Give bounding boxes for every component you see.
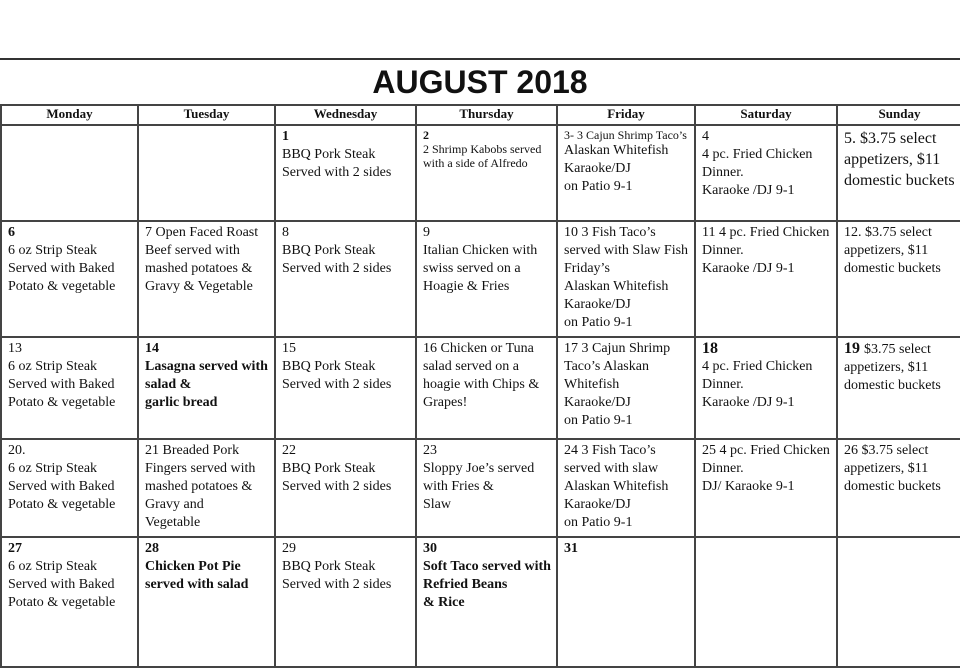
day-cell	[1, 439, 138, 537]
day-text: Vegetable	[145, 515, 201, 530]
day-cell	[1, 221, 138, 337]
day-text: 6 oz Strip Steak	[8, 359, 98, 374]
day-cell	[275, 125, 416, 221]
day-number: 8	[282, 225, 289, 240]
day-cell	[138, 221, 275, 337]
day-cell	[1, 125, 138, 221]
day-text: Karaoke/DJ	[564, 297, 631, 312]
day-cell	[416, 125, 557, 221]
day-cell	[557, 537, 695, 667]
day-cell	[416, 337, 557, 439]
day-text: 6 oz Strip Steak	[8, 559, 98, 574]
day-cell	[837, 537, 960, 667]
day-text: garlic bread	[145, 395, 218, 410]
day-number: 25 4 pc. Fried Chicken Dinner.	[702, 443, 830, 476]
weekday-monday: Monday	[1, 105, 138, 125]
day-text: BBQ Pork Steak	[282, 559, 376, 574]
day-number: 5. $3.75 select appetizers, $11 domestic buckets	[844, 130, 955, 189]
day-text: Karaoke/DJ	[564, 161, 631, 176]
day-text: Potato & vegetable	[8, 395, 116, 410]
day-text: $3.75 select appetizers, $11 domestic buckets	[844, 342, 941, 393]
day-cell	[837, 439, 960, 537]
day-text: Served with Baked	[8, 377, 115, 392]
day-text: Karaoke /DJ 9-1	[702, 261, 795, 276]
day-text: Served with 2 sides	[282, 479, 392, 494]
day-text: Served with 2 sides	[282, 261, 392, 276]
day-number: 12. $3.75 select appetizers, $11 domestic buckets	[844, 225, 941, 276]
day-text: on Patio 9-1	[564, 315, 633, 330]
day-text: Karaoke /DJ 9-1	[702, 183, 795, 198]
day-number: 16 Chicken or Tuna salad served on a hoagie with Chips & Grapes!	[423, 341, 540, 410]
day-number: 6	[8, 225, 15, 240]
day-number: 14	[145, 341, 159, 356]
day-text: Alaskan Whitefish	[564, 143, 669, 158]
week-row	[1, 439, 960, 537]
day-cell	[416, 221, 557, 337]
day-cell	[1, 337, 138, 439]
day-cell	[695, 125, 837, 221]
day-cell	[557, 125, 695, 221]
weekday-thursday: Thursday	[416, 105, 557, 125]
day-text: Potato & vegetable	[8, 595, 116, 610]
day-text: Karaoke/DJ	[564, 395, 631, 410]
day-number: 9	[423, 225, 430, 240]
day-text: 4 pc. Fried Chicken Dinner.	[702, 359, 813, 392]
weekday-header-row	[1, 105, 960, 125]
day-number: 11 4 pc. Fried Chicken Dinner.	[702, 225, 830, 258]
day-number: 1	[282, 129, 289, 144]
day-cell	[837, 221, 960, 337]
day-number: 15	[282, 341, 296, 356]
day-text: BBQ Pork Steak	[282, 461, 376, 476]
day-cell	[138, 125, 275, 221]
day-number: 31	[564, 541, 578, 556]
day-text: BBQ Pork Steak	[282, 359, 376, 374]
day-cell	[275, 337, 416, 439]
day-cell	[695, 439, 837, 537]
day-number: 7 Open Faced Roast Beef served with mashed potatoes &	[145, 225, 259, 276]
day-cell	[1, 537, 138, 667]
day-cell	[837, 337, 960, 439]
day-text: Karaoke/DJ	[564, 497, 631, 512]
day-cell	[138, 439, 275, 537]
weekday-tuesday: Tuesday	[138, 105, 275, 125]
calendar-grid	[0, 104, 960, 668]
day-number: 27	[8, 541, 22, 556]
day-text: Served with Baked	[8, 577, 115, 592]
day-text: Potato & vegetable	[8, 497, 116, 512]
day-cell	[416, 439, 557, 537]
day-text: 6 oz Strip Steak	[8, 243, 98, 258]
day-cell	[557, 337, 695, 439]
day-cell	[837, 125, 960, 221]
day-text: Alaskan Whitefish	[564, 479, 669, 494]
day-text: Soft Taco served with Refried Beans	[423, 559, 551, 592]
day-text: DJ/ Karaoke 9-1	[702, 479, 795, 494]
day-number: 4	[702, 129, 709, 144]
week-row	[1, 221, 960, 337]
day-text: Served with Baked	[8, 479, 115, 494]
day-text: Served with 2 sides	[282, 377, 392, 392]
day-number: 24 3 Fish Taco’s served with slaw	[564, 443, 659, 476]
day-number: 29	[282, 541, 296, 556]
day-text: Served with 2 sides	[282, 577, 392, 592]
day-cell	[557, 221, 695, 337]
day-cell	[416, 537, 557, 667]
week-row	[1, 337, 960, 439]
day-text: Lasagna served with salad &	[145, 359, 268, 392]
day-text: Italian Chicken with swiss served on a Hoagie & Fries	[423, 243, 538, 294]
day-number: 22	[282, 443, 296, 458]
day-number: 26 $3.75 select appetizers, $11 domestic buckets	[844, 443, 941, 494]
day-text: Served with 2 sides	[282, 165, 392, 180]
day-cell	[275, 439, 416, 537]
day-text: 6 oz Strip Steak	[8, 461, 98, 476]
week-row	[1, 125, 960, 221]
day-text: & Rice	[423, 595, 465, 610]
day-text: Sloppy Joe’s served with Fries &	[423, 461, 535, 494]
weekday-wednesday: Wednesday	[275, 105, 416, 125]
day-text: on Patio 9-1	[564, 515, 633, 530]
day-cell	[695, 221, 837, 337]
day-cell	[138, 337, 275, 439]
day-text: Slaw	[423, 497, 451, 512]
day-cell	[695, 537, 837, 667]
day-number: 18	[702, 340, 718, 357]
weekday-saturday: Saturday	[695, 105, 837, 125]
day-number: 17 3 Cajun Shrimp Taco’s Alaskan Whitefish	[564, 341, 671, 392]
day-number: 30	[423, 541, 437, 556]
day-number: 2	[423, 128, 429, 142]
day-number: 19	[844, 340, 860, 357]
day-number: 3- 3 Cajun Shrimp Taco’s	[564, 128, 687, 142]
day-text: Potato & vegetable	[8, 279, 116, 294]
day-number: 20.	[8, 443, 26, 458]
day-cell	[275, 537, 416, 667]
day-text: on Patio 9-1	[564, 413, 633, 428]
day-text: Chicken Pot Pie served with salad	[145, 559, 249, 592]
day-text: Served with Baked	[8, 261, 115, 276]
day-cell	[557, 439, 695, 537]
day-text: Gravy & Vegetable	[145, 279, 253, 294]
day-number: 13	[8, 341, 22, 356]
week-row	[1, 537, 960, 667]
weekday-sunday: Sunday	[837, 105, 960, 125]
day-text: 2 Shrimp Kabobs served with a side of Alfredo	[423, 142, 542, 170]
day-text: BBQ Pork Steak	[282, 243, 376, 258]
day-number: 28	[145, 541, 159, 556]
day-text: Karaoke /DJ 9-1	[702, 395, 795, 410]
day-number: 23	[423, 443, 437, 458]
weekday-friday: Friday	[557, 105, 695, 125]
day-cell	[695, 337, 837, 439]
day-cell	[275, 221, 416, 337]
day-cell	[138, 537, 275, 667]
day-number: 21 Breaded Pork Fingers served with mashed potatoes & Gravy and	[145, 443, 256, 512]
day-text: BBQ Pork Steak	[282, 147, 376, 162]
day-text: on Patio 9-1	[564, 179, 633, 194]
day-text: Alaskan Whitefish	[564, 279, 669, 294]
day-number: 10 3 Fish Taco’s served with Slaw Fish Friday’s	[564, 225, 689, 276]
day-text: 4 pc. Fried Chicken Dinner.	[702, 147, 813, 180]
calendar-title: AUGUST 2018	[0, 58, 960, 105]
